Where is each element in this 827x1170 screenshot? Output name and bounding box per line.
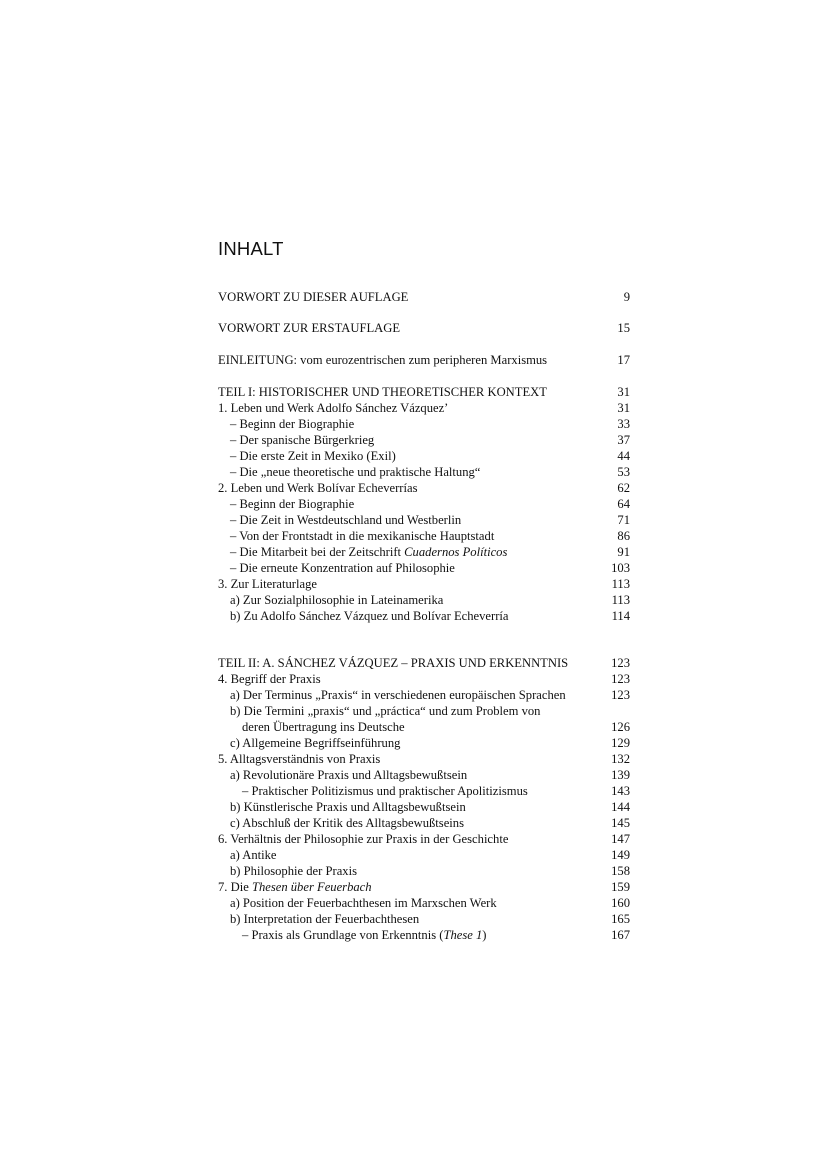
- toc-section[interactable]: [218, 512, 630, 528]
- toc-entry-page: 126: [611, 720, 630, 735]
- toc-entry-title: VORWORT ZU DIESER AUFLAGE: [218, 290, 409, 304]
- toc-entry-page: 139: [611, 768, 630, 783]
- toc-entry-title: VORWORT ZUR ERSTAUFLAGE: [218, 321, 401, 336]
- toc-section[interactable]: [218, 735, 630, 751]
- toc-entry-page: 158: [611, 864, 630, 879]
- toc-entry-title: – Beginn der Biographie: [230, 496, 355, 511]
- toc-entry-title: c) Allgemeine Begriffseinführung: [230, 736, 401, 751]
- toc-entry-page: 9: [623, 290, 630, 304]
- toc-section[interactable]: [218, 687, 630, 703]
- toc-entry-page: 91: [617, 544, 630, 559]
- toc-section[interactable]: [218, 448, 630, 464]
- toc-chapter[interactable]: [218, 831, 630, 847]
- toc-part-heading[interactable]: [218, 384, 630, 400]
- toc-entry-title: 5. Alltagsverständnis von Praxis: [218, 752, 381, 767]
- toc-entry-page: 132: [611, 752, 630, 767]
- toc-entry-page: 71: [617, 512, 630, 527]
- toc-title-italic: Thesen über Feuerbach: [251, 880, 372, 895]
- toc-entry-page: 123: [611, 656, 630, 671]
- toc-entry-title: 6. Verhältnis der Philosophie zur Praxis in der Geschichte: [218, 832, 509, 847]
- toc-entry-title: TEIL II: A. SÁNCHEZ VÁZQUEZ – PRAXIS UND ERKENNTNIS: [218, 656, 569, 671]
- table-of-contents: [218, 289, 630, 943]
- toc-entry-title: 4. Begriff der Praxis: [218, 672, 321, 687]
- toc-section[interactable]: [218, 767, 630, 783]
- toc-entry-title: – Die „neue theoretische und praktische Haltung“: [230, 464, 481, 479]
- toc-entry-page: 62: [617, 480, 630, 495]
- toc-entry-title: – Praktischer Politizismus und praktischer Apolitizismus: [242, 784, 528, 799]
- toc-subsection[interactable]: [218, 783, 630, 799]
- toc-entry-title: c) Abschluß der Kritik des Alltagsbewußtseins: [230, 816, 464, 831]
- toc-entry-title: b) Interpretation der Feuerbachthesen: [230, 912, 420, 927]
- toc-title-italic: Cuadernos Políticos: [404, 544, 508, 559]
- toc-entry-title: 3. Zur Literaturlage: [218, 576, 317, 591]
- toc-entry-page: 149: [611, 848, 630, 863]
- toc-section[interactable]: [218, 703, 630, 735]
- toc-section[interactable]: [218, 592, 630, 608]
- toc-entry-title: – Von der Frontstadt in die mexikanische Hauptstadt: [230, 528, 495, 543]
- toc-part-heading[interactable]: [218, 655, 630, 671]
- toc-title-text: 7. Die: [218, 880, 252, 895]
- toc-title-text: – Die Mitarbeit bei der Zeitschrift: [230, 544, 405, 559]
- toc-chapter[interactable]: [218, 480, 630, 496]
- toc-spacer: [218, 368, 630, 384]
- toc-entry-page: 44: [617, 448, 630, 463]
- toc-entry-page: 167: [611, 928, 630, 943]
- toc-entry-page: 113: [611, 592, 630, 607]
- toc-section[interactable]: [218, 560, 630, 576]
- toc-entry-title: – Die erneute Konzentration auf Philosophie: [230, 560, 455, 575]
- toc-chapter[interactable]: [218, 671, 630, 687]
- toc-entry-page: 144: [611, 800, 630, 815]
- toc-entry-page: 114: [611, 608, 630, 623]
- toc-entry-title: – Die erste Zeit in Mexiko (Exil): [230, 448, 396, 463]
- toc-entry-title: b) Philosophie der Praxis: [230, 864, 357, 879]
- toc-entry-page: 15: [617, 321, 630, 336]
- toc-entry-page: 147: [611, 832, 630, 847]
- toc-entry-page: 123: [611, 688, 630, 703]
- toc-spacer: [218, 336, 630, 352]
- toc-entry-title: 2. Leben und Werk Bolívar Echeverrías: [218, 480, 418, 495]
- toc-section[interactable]: [218, 528, 630, 544]
- toc-entry-page: 37: [617, 432, 630, 447]
- toc-chapter[interactable]: [218, 879, 630, 895]
- toc-entry-title: b) Zu Adolfo Sánchez Vázquez und Bolívar Echeverría: [230, 608, 509, 623]
- toc-spacer: [218, 624, 630, 655]
- toc-entry-page: 31: [617, 384, 630, 399]
- toc-entry-title: a) Revolutionäre Praxis und Alltagsbewußtsein: [230, 768, 468, 783]
- toc-title-text: b) Die Termini „praxis“ und „práctica“ und zum Problem von: [230, 704, 541, 719]
- toc-section[interactable]: [218, 496, 630, 512]
- toc-entry-title: [218, 879, 605, 895]
- toc-entry-page: 113: [611, 576, 630, 591]
- toc-entry-page: 160: [611, 896, 630, 911]
- toc-subsection[interactable]: [218, 927, 630, 943]
- toc-entry-title: [218, 927, 605, 943]
- toc-entry-einleitung[interactable]: [218, 352, 630, 368]
- toc-entry-page: 165: [611, 912, 630, 927]
- toc-entry-title: b) Künstlerische Praxis und Alltagsbewußtsein: [230, 800, 466, 815]
- toc-title-continuation: deren Übertragung ins Deutsche: [242, 720, 405, 735]
- toc-entry-page: 86: [617, 528, 630, 543]
- toc-section[interactable]: [218, 815, 630, 831]
- toc-title-text: ): [482, 928, 487, 943]
- toc-chapter[interactable]: [218, 576, 630, 592]
- toc-entry-title: a) Zur Sozialphilosophie in Lateinamerika: [230, 592, 444, 607]
- toc-entry-page: 129: [611, 736, 630, 751]
- toc-section[interactable]: [218, 432, 630, 448]
- toc-entry-title: [218, 703, 605, 735]
- toc-section[interactable]: [218, 911, 630, 927]
- toc-entry-page: 123: [611, 672, 630, 687]
- page-title: INHALT: [218, 238, 284, 259]
- toc-section[interactable]: [218, 799, 630, 815]
- toc-section[interactable]: [218, 863, 630, 879]
- toc-entry-title: [218, 544, 611, 560]
- toc-entry-page: 33: [617, 416, 630, 431]
- toc-entry-title: TEIL I: HISTORISCHER UND THEORETISCHER KONTEXT: [218, 384, 547, 399]
- toc-entry-page: 17: [617, 353, 630, 368]
- toc-chapter[interactable]: [218, 400, 630, 416]
- toc-entry-page: 143: [611, 784, 630, 799]
- toc-entry-title: a) Der Terminus „Praxis“ in verschiedenen europäischen Sprachen: [230, 688, 566, 703]
- toc-entry-title: a) Position der Feuerbachthesen im Marxschen Werk: [230, 896, 497, 911]
- toc-chapter[interactable]: [218, 751, 630, 767]
- toc-section[interactable]: [218, 847, 630, 863]
- toc-entry-title: a) Antike: [230, 848, 277, 863]
- toc-section[interactable]: [218, 544, 630, 560]
- toc-entry-page: 103: [611, 560, 630, 575]
- toc-entry-page: 159: [611, 880, 630, 895]
- toc-entry-page: 64: [617, 496, 630, 511]
- toc-entry-title: EINLEITUNG: vom eurozentrischen zum peripheren Marxismus: [218, 353, 548, 368]
- toc-title-text: – Praxis als Grundlage von Erkenntnis (: [242, 928, 444, 943]
- toc-entry-title: 1. Leben und Werk Adolfo Sánchez Vázquez’: [218, 400, 449, 415]
- toc-entry-page: 31: [617, 400, 630, 415]
- toc-entry-title: – Die Zeit in Westdeutschland und Westberlin: [230, 512, 462, 527]
- toc-entry-title: – Beginn der Biographie: [230, 416, 355, 431]
- toc-title-italic: These 1: [443, 928, 483, 943]
- toc-entry-page: 145: [611, 816, 630, 831]
- toc-section[interactable]: [218, 895, 630, 911]
- toc-section[interactable]: [218, 464, 630, 480]
- toc-entry-title: – Der spanische Bürgerkrieg: [230, 432, 375, 447]
- toc-section[interactable]: [218, 416, 630, 432]
- toc-entry-vorwort-erstauflage[interactable]: [218, 320, 630, 336]
- toc-entry-page: 53: [617, 464, 630, 479]
- toc-section[interactable]: [218, 608, 630, 624]
- toc-spacer: [218, 305, 630, 320]
- toc-entry-vorwort-auflage[interactable]: [218, 289, 630, 305]
